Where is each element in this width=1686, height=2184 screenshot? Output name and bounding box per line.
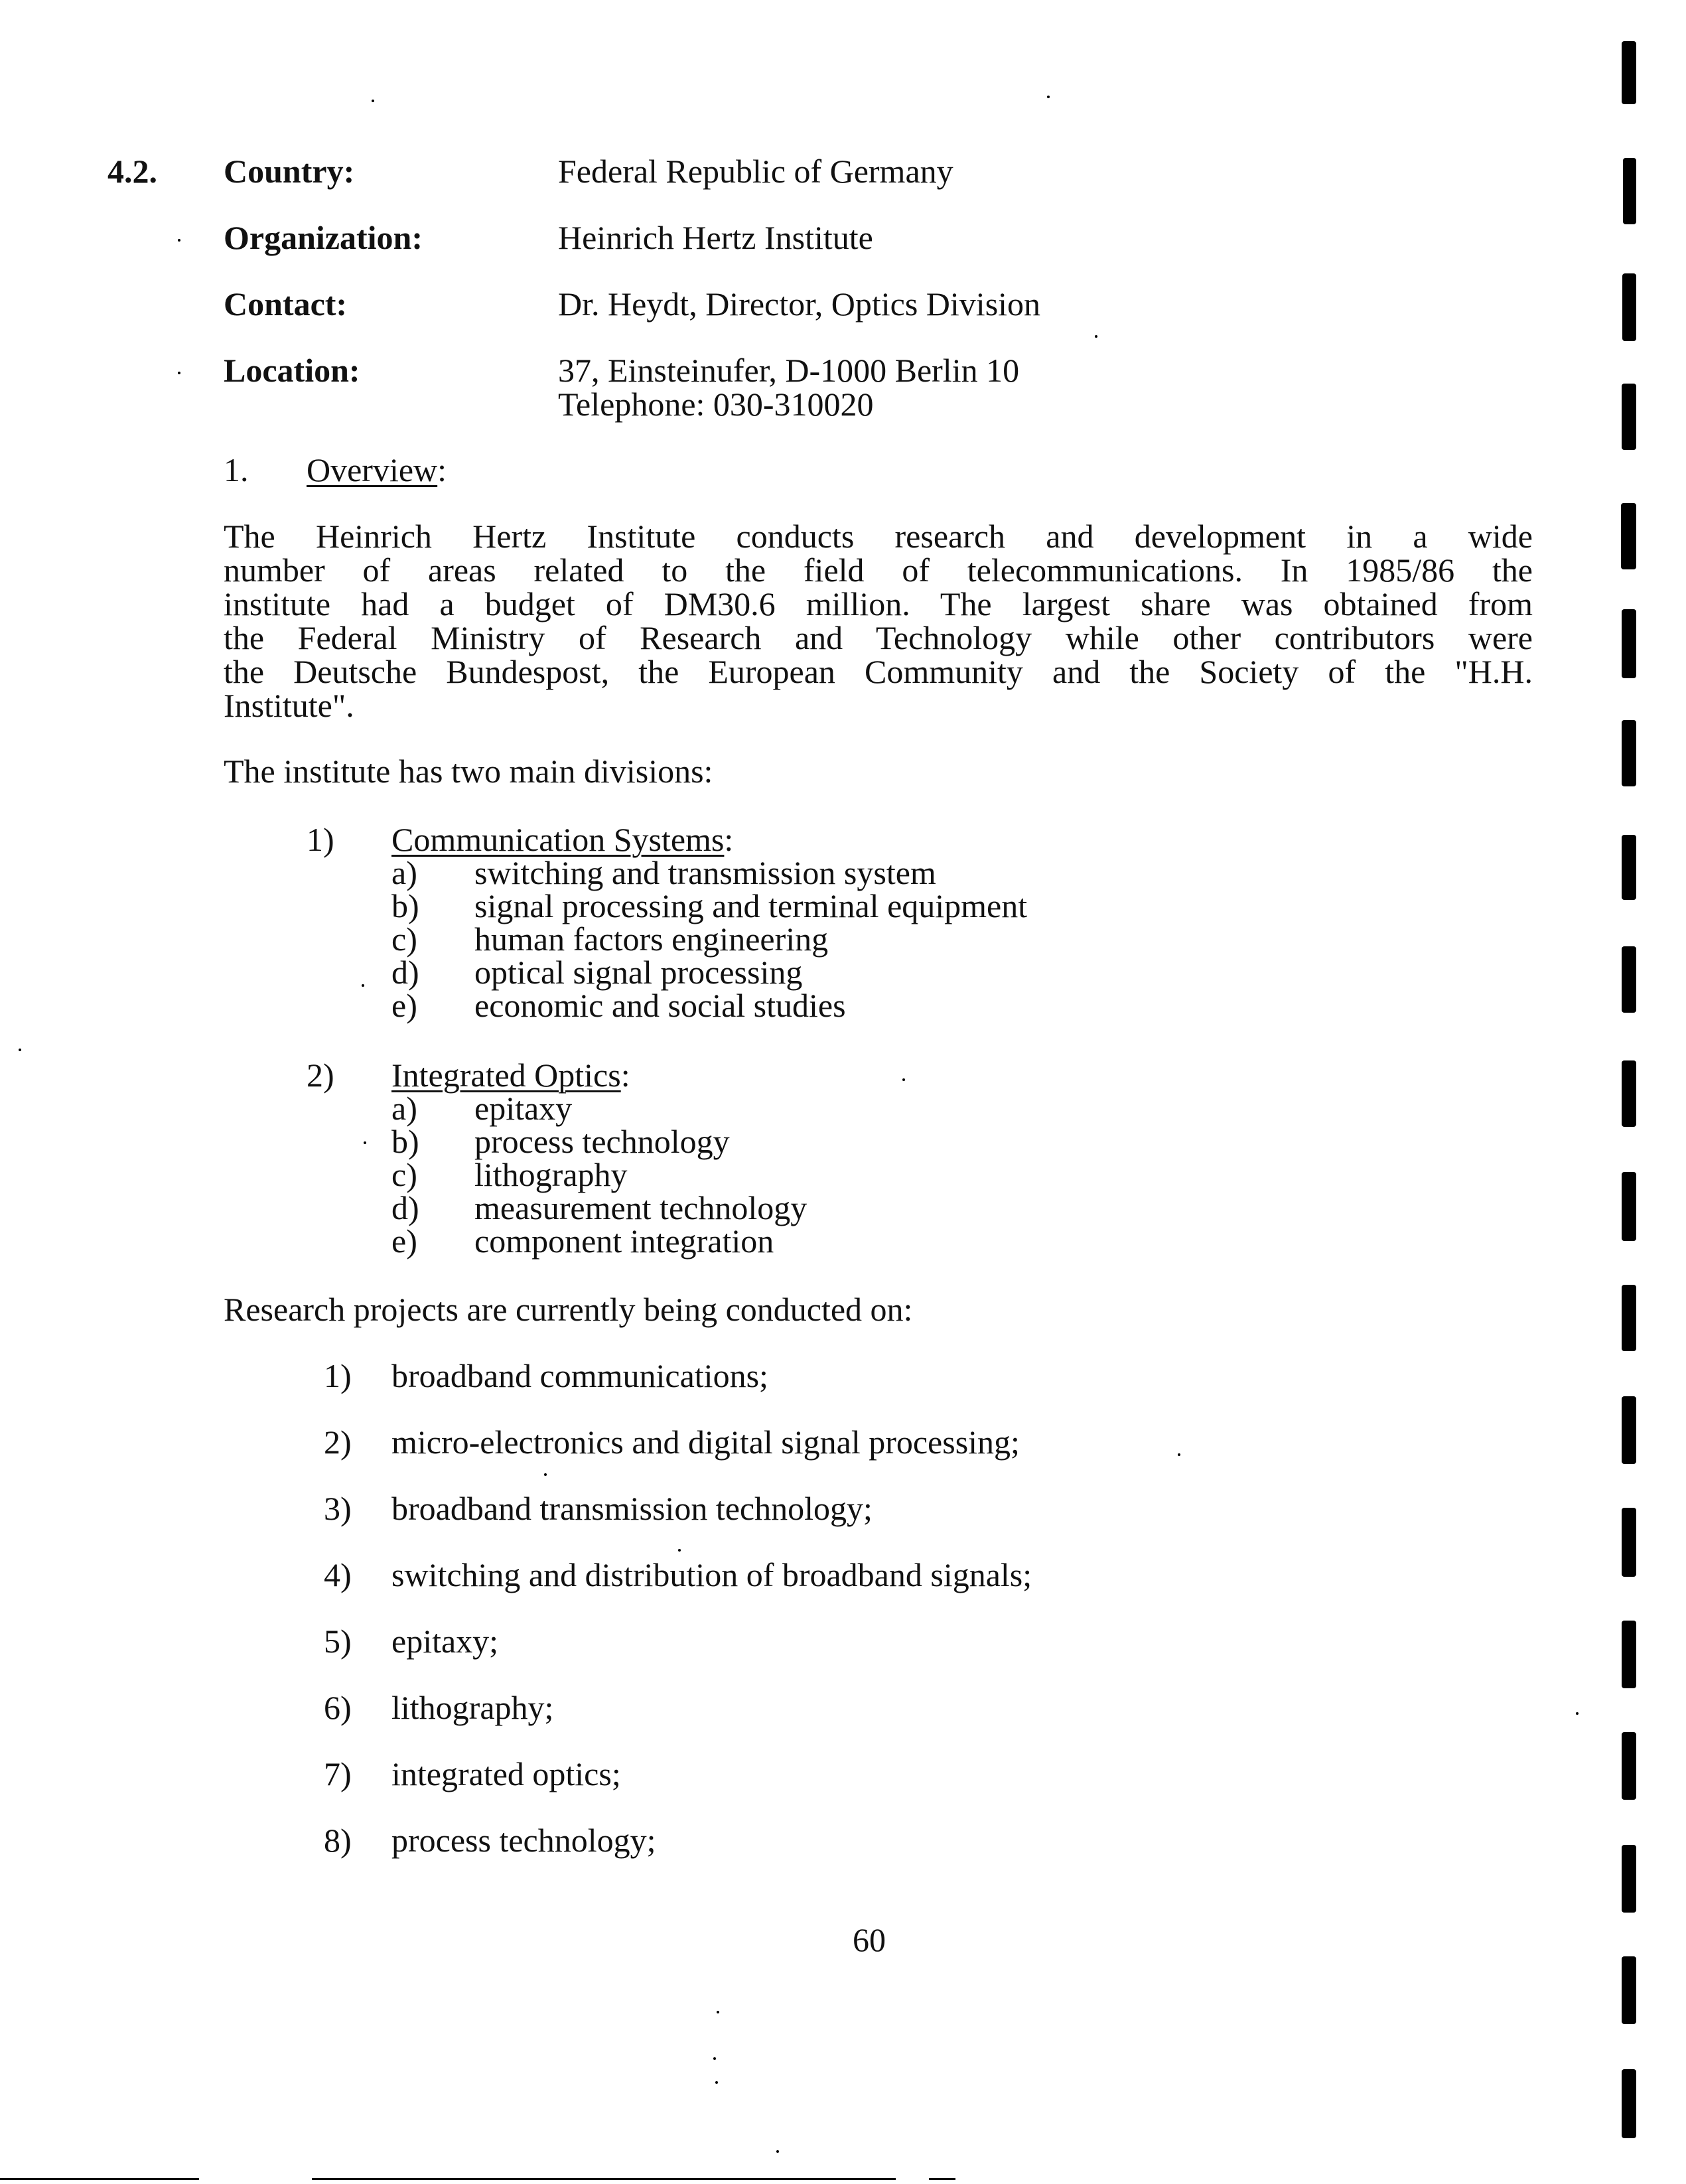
division-subitem-text: optical signal processing bbox=[474, 954, 803, 991]
organization-value: Heinrich Hertz Institute bbox=[558, 219, 873, 256]
division-subitem-letter: b) bbox=[391, 887, 419, 924]
binding-mark bbox=[1622, 835, 1636, 900]
division-subitem-letter: c) bbox=[391, 920, 417, 958]
scan-speck bbox=[1576, 1712, 1579, 1715]
contact-value: Dr. Heydt, Director, Optics Division bbox=[558, 285, 1041, 323]
scan-speck bbox=[544, 1473, 547, 1476]
paragraph-line: number of areas related to the field of telecommunications. In 1985/86 the bbox=[224, 551, 1533, 589]
scan-speck bbox=[717, 2011, 719, 2013]
research-item-number: 6) bbox=[324, 1689, 352, 1726]
research-item-text: switching and distribution of broadband signals; bbox=[391, 1556, 1032, 1593]
binding-mark bbox=[1622, 720, 1636, 786]
division-subitem-letter: a) bbox=[391, 854, 417, 891]
research-item-number: 2) bbox=[324, 1423, 352, 1461]
research-item-text: epitaxy; bbox=[391, 1623, 499, 1660]
scan-speck bbox=[1047, 96, 1050, 98]
paragraph-line: Institute". bbox=[224, 687, 354, 724]
binding-mark bbox=[1621, 503, 1636, 569]
division-title-colon: : bbox=[724, 821, 734, 858]
binding-mark bbox=[1622, 2069, 1636, 2138]
scan-speck bbox=[678, 1549, 681, 1552]
overview-colon: : bbox=[437, 451, 447, 488]
scan-speck bbox=[178, 239, 180, 242]
binding-mark bbox=[1623, 158, 1636, 224]
scan-speck bbox=[1095, 335, 1097, 338]
research-item-number: 3) bbox=[324, 1490, 352, 1527]
division-title-colon: : bbox=[620, 1056, 630, 1094]
binding-mark bbox=[1622, 1732, 1636, 1800]
bottom-edge-line bbox=[0, 2178, 199, 2180]
division-title-text: Communication Systems bbox=[391, 821, 725, 858]
research-intro: Research projects are currently being conducted on: bbox=[224, 1291, 913, 1328]
scan-speck bbox=[19, 1049, 21, 1051]
binding-mark bbox=[1622, 1285, 1636, 1351]
binding-mark bbox=[1622, 1845, 1636, 1913]
division-subitem-text: economic and social studies bbox=[474, 987, 846, 1024]
location-label: Location: bbox=[224, 352, 360, 389]
country-label: Country: bbox=[224, 153, 355, 190]
division-subitem-text: component integration bbox=[474, 1222, 774, 1260]
page-number: 60 bbox=[853, 1921, 886, 1958]
division-subitem-text: signal processing and terminal equipment bbox=[474, 887, 1028, 924]
scan-speck bbox=[776, 2150, 779, 2153]
research-item-text: process technology; bbox=[391, 1822, 656, 1859]
binding-mark bbox=[1622, 1508, 1636, 1577]
research-item-text: integrated optics; bbox=[391, 1755, 621, 1792]
division-subitem-text: switching and transmission system bbox=[474, 854, 936, 891]
research-item-number: 8) bbox=[324, 1822, 352, 1859]
scan-speck bbox=[1178, 1453, 1180, 1456]
scan-speck bbox=[362, 984, 364, 987]
scan-speck bbox=[713, 2057, 716, 2060]
location-value: 37, Einsteinufer, D-1000 Berlin 10 bbox=[558, 352, 1020, 389]
bottom-edge-line bbox=[312, 2178, 896, 2180]
division-title bbox=[391, 823, 733, 856]
overview-heading bbox=[307, 453, 447, 486]
division-number: 2) bbox=[307, 1056, 334, 1094]
bottom-edge-line bbox=[929, 2178, 955, 2180]
binding-mark bbox=[1622, 384, 1636, 450]
division-subitem-letter: e) bbox=[391, 987, 417, 1024]
research-item-number: 4) bbox=[324, 1556, 352, 1593]
division-subitem-text: human factors engineering bbox=[474, 920, 829, 958]
division-subitem-letter: d) bbox=[391, 954, 419, 991]
research-item-number: 7) bbox=[324, 1755, 352, 1792]
research-item-number: 1) bbox=[324, 1357, 352, 1394]
contact-label: Contact: bbox=[224, 285, 348, 323]
research-item-text: micro-electronics and digital signal processing; bbox=[391, 1423, 1020, 1461]
paragraph-line: the Deutsche Bundespost, the European Community and the Society of the "H.H. bbox=[224, 653, 1533, 690]
paragraph-line: The Heinrich Hertz Institute conducts research and development in a wide bbox=[224, 518, 1533, 555]
telephone-value: Telephone: 030-310020 bbox=[558, 386, 874, 423]
scan-speck bbox=[364, 1141, 366, 1144]
organization-label: Organization: bbox=[224, 219, 423, 256]
division-subitem-letter: a) bbox=[391, 1090, 417, 1127]
binding-mark bbox=[1622, 1956, 1636, 2024]
division-subitem-text: measurement technology bbox=[474, 1189, 808, 1226]
country-value: Federal Republic of Germany bbox=[558, 153, 953, 190]
binding-mark bbox=[1622, 41, 1636, 104]
division-subitem-text: lithography bbox=[474, 1156, 628, 1193]
scan-speck bbox=[178, 372, 180, 374]
division-subitem-letter: c) bbox=[391, 1156, 417, 1193]
binding-mark bbox=[1622, 1396, 1636, 1464]
divisions-intro: The institute has two main divisions: bbox=[224, 753, 713, 790]
scan-speck bbox=[715, 2081, 718, 2084]
division-number: 1) bbox=[307, 821, 334, 858]
paragraph-line: institute had a budget of DM30.6 million. The largest share was obtained from bbox=[224, 585, 1533, 622]
binding-mark bbox=[1622, 1060, 1636, 1127]
binding-mark bbox=[1622, 946, 1636, 1013]
scan-speck bbox=[372, 100, 374, 102]
paragraph-line: the Federal Ministry of Research and Technology while other contributors were bbox=[224, 619, 1533, 656]
section-number: 4.2. bbox=[107, 153, 157, 190]
overview-paragraph bbox=[224, 520, 1533, 723]
scan-speck bbox=[902, 1078, 905, 1081]
division-subitem-letter: b) bbox=[391, 1123, 419, 1160]
division-title-text: Integrated Optics bbox=[391, 1056, 621, 1094]
research-item-text: lithography; bbox=[391, 1689, 554, 1726]
division-subitem-letter: d) bbox=[391, 1189, 419, 1226]
binding-mark bbox=[1622, 273, 1636, 341]
binding-mark bbox=[1622, 1621, 1636, 1688]
research-item-text: broadband communications; bbox=[391, 1357, 768, 1394]
overview-number: 1. bbox=[224, 451, 249, 488]
binding-mark bbox=[1622, 609, 1636, 678]
binding-mark bbox=[1622, 1172, 1636, 1241]
overview-title: Overview bbox=[307, 451, 438, 488]
division-subitem-letter: e) bbox=[391, 1222, 417, 1260]
research-item-number: 5) bbox=[324, 1623, 352, 1660]
research-item-text: broadband transmission technology; bbox=[391, 1490, 873, 1527]
division-subitem-text: process technology bbox=[474, 1123, 730, 1160]
division-subitem-text: epitaxy bbox=[474, 1090, 573, 1127]
division-title bbox=[391, 1058, 630, 1092]
